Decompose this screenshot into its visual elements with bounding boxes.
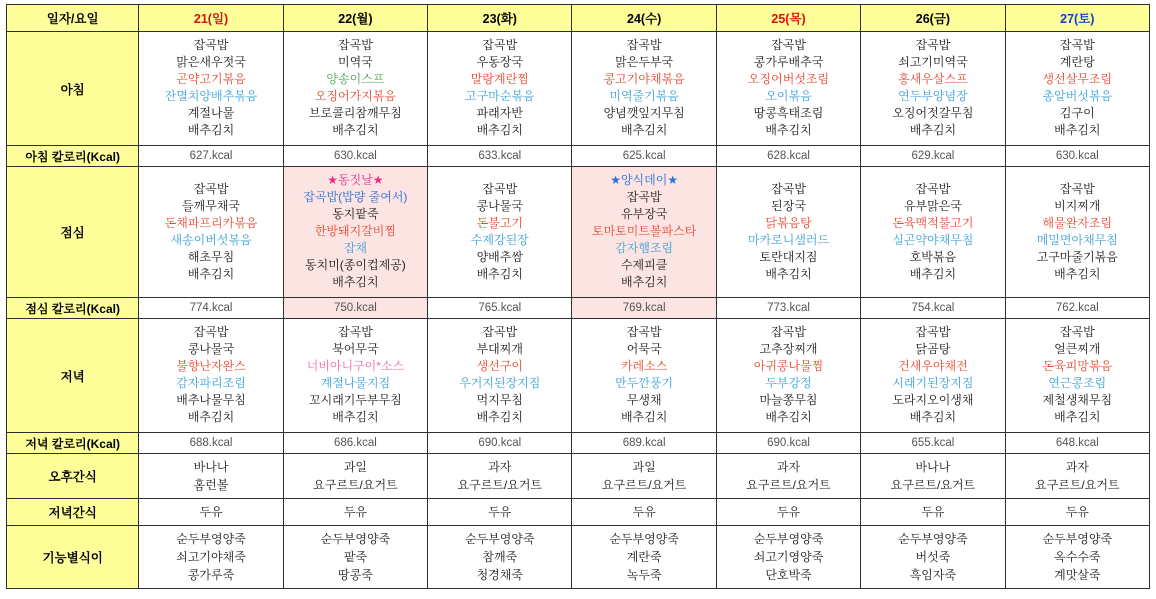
functional-cell-0: [139, 526, 283, 589]
menu-item: 잡곡밥: [482, 325, 518, 339]
kcal-dinner-2: 690.kcal: [428, 433, 572, 454]
menu-item: 배추김치: [909, 123, 957, 137]
table-header-row: [7, 5, 1150, 32]
menu-item: 콩고기야채볶음: [603, 72, 685, 86]
menu-item: 계란죽: [626, 550, 662, 564]
menu-item: 배추김치: [909, 410, 957, 424]
menu-item: 배추김치: [765, 123, 812, 137]
menu-item: 호박볶음: [909, 249, 957, 264]
evening-snack-cell-3: 두유: [572, 499, 716, 526]
menu-item: 얼큰찌개: [1054, 342, 1101, 356]
snack-cell-5: [861, 454, 1005, 499]
header-day-4: 25(목): [716, 5, 860, 32]
menu-item: 먹지무침: [476, 393, 523, 407]
menu-item: 콩나물국: [187, 342, 235, 356]
menu-item: 땅콩흑태조림: [753, 106, 824, 120]
evening-snack-cell-2: 두유: [428, 499, 572, 526]
menu-item: 콩가루배추국: [753, 55, 824, 69]
functional-cell-4: [716, 526, 860, 589]
menu-item: 마늘쫑무침: [759, 393, 818, 407]
snack-cell-4: [716, 454, 860, 499]
evening-snack-cell-4: 두유: [716, 499, 860, 526]
meal-cell-dinner-5: [861, 319, 1005, 433]
menu-item: 순두부영양죽: [1042, 532, 1113, 546]
menu-item: 배추김치: [187, 410, 235, 424]
menu-item: 흑임자죽: [909, 568, 957, 582]
menu-item: 아귀콩나물찜: [753, 359, 824, 373]
meal-cell-dinner-1: [283, 319, 427, 433]
menu-item: 맑은새우젓국: [176, 55, 246, 69]
menu-item: 연근콩조림: [1048, 376, 1107, 390]
kcal-lunch-0: 774.kcal: [139, 298, 283, 319]
menu-item: 배추나물무침: [176, 393, 246, 407]
menu-item: 배추김치: [620, 123, 668, 137]
menu-item: 콩나물국: [476, 198, 523, 213]
kcal-lunch-3: 769.kcal: [572, 298, 716, 319]
meal-cell-breakfast-5: [861, 32, 1005, 146]
menu-item: 계절나물: [187, 106, 235, 120]
menu-item: 닭곰탕: [915, 342, 951, 356]
menu-item: 제철생채무침: [1042, 393, 1113, 407]
meal-cell-lunch-2: [428, 167, 572, 298]
menu-item: 배추김치: [332, 123, 379, 137]
meal-cell-lunch-0: [139, 167, 283, 298]
menu-item: 청경채죽: [476, 568, 523, 582]
kcal-lunch-5: 754.kcal: [861, 298, 1005, 319]
menu-item: 배추김치: [1054, 266, 1101, 281]
functional-cell-2: [428, 526, 572, 589]
header-corner: 일자/요일: [7, 5, 139, 32]
menu-item: 감자파리조림: [176, 376, 246, 390]
menu-item: 참깨죽: [482, 550, 518, 564]
menu-item: 불향난자완스: [176, 359, 246, 373]
menu-item: 오징어가지볶음: [314, 89, 396, 103]
menu-item: 배추김치: [332, 410, 379, 424]
menu-item: 계란탕: [1059, 55, 1095, 69]
row-label-evening-snack: 저녁간식: [7, 499, 139, 526]
snack-cell-6: [1005, 454, 1149, 499]
snack-cell-2: [428, 454, 572, 499]
functional-cell-6: [1005, 526, 1149, 589]
snack-cell-0: [139, 454, 283, 499]
menu-item: 비지찌개: [1054, 198, 1101, 213]
kcal-breakfast-0: 627.kcal: [139, 146, 283, 167]
menu-item: 오징어버섯조림: [747, 72, 830, 86]
menu-item: 너비아니구이*소스: [306, 359, 405, 373]
menu-item: 메밀면아채무침: [1036, 232, 1118, 247]
menu-item: ★동짓날★: [327, 173, 384, 187]
menu-item: 잡곡밥: [1059, 181, 1095, 196]
header-day-1: 22(월): [283, 5, 427, 32]
meal-cell-lunch-5: [861, 167, 1005, 298]
menu-item: 땅콩죽: [338, 568, 373, 582]
menu-item: 미역줄기볶음: [609, 89, 679, 103]
meal-cell-breakfast-1: [283, 32, 427, 146]
menu-item: 부대찌개: [476, 342, 523, 356]
evening-snack-cell-0: 두유: [139, 499, 283, 526]
kcal-dinner-4: 690.kcal: [716, 433, 860, 454]
menu-item: 시래기된장지짐: [892, 376, 974, 390]
menu-item: 배추김치: [765, 266, 812, 281]
menu-item: 브로콜리참깨무침: [309, 106, 402, 120]
menu-item: 잡곡밥: [482, 38, 518, 52]
menu-item: 과자: [776, 460, 801, 474]
menu-item: 생선구이: [476, 359, 523, 373]
menu-item: 콩가루죽: [187, 568, 235, 582]
menu-item: 고구마줄기볶음: [1036, 249, 1118, 264]
menu-item: 배추김치: [476, 123, 523, 137]
kcal-breakfast-1: 630.kcal: [283, 146, 427, 167]
menu-item: 꼬시래기두부무침: [309, 393, 402, 407]
evening-snack-cell-6: 두유: [1005, 499, 1149, 526]
menu-item: 잡곡밥: [626, 190, 662, 204]
kcal-lunch-4: 773.kcal: [716, 298, 860, 319]
menu-item: 파래자반: [476, 106, 523, 120]
menu-item: 토마토미트볼파스타: [591, 224, 697, 238]
menu-item: 녹두죽: [626, 568, 662, 582]
menu-item: 배추김치: [187, 266, 235, 281]
menu-item: 오징어젓갈무침: [892, 106, 974, 120]
menu-item: 쇠고기야채죽: [176, 550, 246, 564]
row-label-breakfast-kcal: 아침 칼로리(Kcal): [7, 146, 139, 167]
menu-item: 들깨무채국: [182, 198, 241, 213]
header-day-6: 27(토): [1005, 5, 1149, 32]
menu-item: 고추장찌개: [759, 342, 818, 356]
menu-item: 양송이스프: [326, 72, 385, 86]
menu-item: 홍새우살스프: [898, 72, 968, 86]
meal-cell-breakfast-2: [428, 32, 572, 146]
breakfast-kcal-row: [7, 146, 1150, 167]
menu-item: 고구마순볶음: [465, 89, 535, 103]
menu-item: 만두깐풍기: [615, 376, 674, 390]
menu-item: 총알버섯볶음: [1042, 89, 1113, 103]
menu-item: 새송이버섯볶음: [170, 232, 252, 247]
menu-item: 잡곡밥: [193, 38, 229, 52]
menu-item: 순두부영양죽: [753, 532, 824, 546]
menu-item: 배추김치: [476, 266, 523, 281]
menu-item: 북어무국: [332, 342, 379, 356]
menu-item: 쇠고기영양죽: [753, 550, 824, 564]
menu-item: 수제강된장: [470, 232, 529, 247]
menu-item: 잡곡밥: [193, 325, 229, 339]
menu-item: 순두부영양죽: [176, 532, 246, 546]
menu-item: 버섯죽: [915, 550, 951, 564]
menu-item: 동지팥죽: [332, 207, 379, 221]
menu-item: 배추김치: [1054, 410, 1101, 424]
menu-item: 말랑계란찜: [470, 72, 529, 86]
kcal-breakfast-5: 629.kcal: [861, 146, 1005, 167]
afternoon-snack-row: [7, 454, 1150, 499]
menu-item: 동치미(종이컵제공): [305, 258, 406, 272]
menu-item: 단호박죽: [765, 568, 812, 582]
menu-item: 실곤약야채무침: [892, 232, 974, 247]
menu-item: 배추김치: [909, 266, 957, 281]
kcal-lunch-2: 765.kcal: [428, 298, 572, 319]
menu-item: 요구르트/요거트: [890, 478, 976, 492]
menu-item: 과일: [632, 460, 656, 474]
menu-item: 잡곡밥(밥량 줄여서): [303, 190, 408, 204]
menu-item: 요구르트/요거트: [1035, 478, 1120, 492]
menu-item: 잡곡밥: [338, 38, 373, 52]
menu-item: 잡곡밥: [1059, 38, 1095, 52]
evening-snack-row: [7, 499, 1150, 526]
menu-item: 유부맑은국: [903, 198, 962, 213]
menu-item: 과자: [488, 460, 512, 474]
menu-item: 배추김치: [332, 275, 379, 289]
menu-item: 잡곡밥: [771, 181, 806, 196]
menu-item: 배추김치: [620, 410, 668, 424]
menu-item: 바나나: [193, 460, 229, 474]
header-day-2: 23(화): [428, 5, 572, 32]
menu-item: 과자: [1065, 460, 1089, 474]
meal-cell-lunch-3: [572, 167, 716, 298]
menu-item: 수제피클: [620, 258, 668, 272]
meal-cell-lunch-6: [1005, 167, 1149, 298]
row-label-lunch: 점심: [7, 167, 139, 298]
menu-item: 계절나물지짐: [320, 376, 391, 390]
menu-item: 배추김치: [1054, 123, 1101, 137]
lunch-row: [7, 167, 1150, 298]
menu-item: 미역국: [338, 55, 373, 69]
kcal-lunch-1: 750.kcal: [283, 298, 427, 319]
menu-item: 과일: [343, 460, 367, 474]
evening-snack-cell-1: 두유: [283, 499, 427, 526]
menu-item: 팥죽: [343, 550, 367, 564]
menu-item: 옥수수죽: [1054, 550, 1101, 564]
menu-item: 양념깻잎지무침: [603, 106, 685, 120]
menu-item: 유부장국: [620, 207, 668, 221]
menu-item: 돈불고기: [476, 215, 523, 230]
menu-item: 우거지된장지짐: [459, 376, 541, 390]
menu-item: 계맛살죽: [1054, 568, 1101, 582]
header-day-0: 21(일): [139, 5, 283, 32]
menu-item: 순두부영양죽: [609, 532, 679, 546]
kcal-lunch-6: 762.kcal: [1005, 298, 1149, 319]
kcal-breakfast-3: 625.kcal: [572, 146, 716, 167]
meal-cell-lunch-1: [283, 167, 427, 298]
menu-item: 카레소스: [620, 359, 668, 373]
menu-item: 배추김치: [187, 123, 235, 137]
row-label-dinner: 저녁: [7, 319, 139, 433]
menu-item: 된장국: [771, 198, 806, 213]
menu-item: 잡곡밥: [626, 38, 662, 52]
kcal-breakfast-2: 633.kcal: [428, 146, 572, 167]
weekly-meal-table: [6, 4, 1150, 589]
menu-item: 연두부양념장: [898, 89, 968, 103]
meal-cell-breakfast-0: [139, 32, 283, 146]
menu-item: 생선살무조림: [1042, 72, 1113, 86]
snack-cell-3: [572, 454, 716, 499]
kcal-dinner-3: 689.kcal: [572, 433, 716, 454]
menu-item: 쇠고기미역국: [898, 55, 968, 69]
dinner-row: [7, 319, 1150, 433]
menu-item: 어묵국: [626, 342, 662, 356]
menu-item: 배추김치: [476, 410, 523, 424]
kcal-dinner-1: 686.kcal: [283, 433, 427, 454]
menu-item: 잡곡밥: [915, 38, 951, 52]
menu-item: 한방돼지갈비찜: [314, 224, 396, 238]
menu-item: 잡곡밥: [338, 325, 373, 339]
kcal-breakfast-6: 630.kcal: [1005, 146, 1149, 167]
menu-item: 돈육피망볶음: [1042, 359, 1113, 373]
menu-item: 요구르트/요거트: [457, 478, 543, 492]
menu-item: 잡곡밥: [771, 325, 806, 339]
menu-item: 우동장국: [476, 55, 523, 69]
menu-item: 요구르트/요거트: [746, 478, 831, 492]
menu-item: 홈런볼: [193, 478, 229, 492]
header-day-5: 26(금): [861, 5, 1005, 32]
meal-cell-dinner-2: [428, 319, 572, 433]
menu-item: 곤약고기볶음: [176, 72, 246, 86]
meal-cell-lunch-4: [716, 167, 860, 298]
menu-item: 잡곡밥: [915, 325, 951, 339]
menu-item: 배추김치: [765, 410, 812, 424]
menu-item: 잡곡밥: [771, 38, 806, 52]
menu-item: 해물완자조림: [1042, 215, 1113, 230]
menu-item: 잔멸치양배추볶음: [164, 89, 258, 103]
lunch-kcal-row: [7, 298, 1150, 319]
menu-item: 잡채: [343, 241, 367, 255]
menu-item: 잡곡밥: [193, 181, 229, 196]
menu-item: 건새우야채전: [898, 359, 968, 373]
menu-item: 요구르트/요거트: [601, 478, 687, 492]
menu-item: 배추김치: [620, 275, 668, 289]
menu-item: 양배추쌈: [476, 249, 523, 264]
menu-item: 두부강정: [765, 376, 812, 390]
menu-item: 순두부영양죽: [320, 532, 391, 546]
kcal-dinner-0: 688.kcal: [139, 433, 283, 454]
functional-cell-3: [572, 526, 716, 589]
menu-item: 토란대지짐: [759, 249, 818, 264]
row-label-dinner-kcal: 저녁 칼로리(Kcal): [7, 433, 139, 454]
meal-cell-dinner-4: [716, 319, 860, 433]
menu-item: 해초무침: [187, 249, 235, 264]
row-label-lunch-kcal: 점심 칼로리(Kcal): [7, 298, 139, 319]
menu-item: 무생채: [626, 393, 662, 407]
menu-item: 돈육맥적불고기: [892, 215, 974, 230]
menu-item: 바나나: [915, 460, 951, 474]
menu-item: 잡곡밥: [1059, 325, 1095, 339]
menu-item: ★양식데이★: [610, 173, 679, 187]
menu-item: 감자햄조림: [615, 241, 674, 255]
breakfast-row: [7, 32, 1150, 146]
menu-item: 오이볶음: [765, 89, 812, 103]
menu-item: 잡곡밥: [915, 181, 951, 196]
evening-snack-cell-5: 두유: [861, 499, 1005, 526]
menu-item: 돈채파프리카볶음: [164, 215, 258, 230]
functional-diet-row: [7, 526, 1150, 589]
header-day-3: 24(수): [572, 5, 716, 32]
kcal-dinner-6: 648.kcal: [1005, 433, 1149, 454]
menu-item: 순두부영양죽: [898, 532, 968, 546]
functional-cell-1: [283, 526, 427, 589]
menu-item: 요구르트/요거트: [313, 478, 398, 492]
menu-item: 마카로니샐러드: [747, 232, 830, 247]
kcal-dinner-5: 655.kcal: [861, 433, 1005, 454]
dinner-kcal-row: [7, 433, 1150, 454]
meal-cell-breakfast-6: [1005, 32, 1149, 146]
menu-item: 잡곡밥: [626, 325, 662, 339]
menu-item: 닭볶음탕: [765, 215, 812, 230]
menu-item: 맑은두부국: [615, 55, 674, 69]
meal-cell-breakfast-4: [716, 32, 860, 146]
kcal-breakfast-4: 628.kcal: [716, 146, 860, 167]
meal-cell-dinner-0: [139, 319, 283, 433]
snack-cell-1: [283, 454, 427, 499]
menu-item: 순두부영양죽: [465, 532, 535, 546]
meal-cell-breakfast-3: [572, 32, 716, 146]
meal-cell-dinner-6: [1005, 319, 1149, 433]
functional-cell-5: [861, 526, 1005, 589]
menu-item: 도라지오이생채: [892, 393, 974, 407]
menu-item: 김구이: [1059, 106, 1095, 120]
row-label-afternoon-snack: 오후간식: [7, 454, 139, 499]
row-label-breakfast: 아침: [7, 32, 139, 146]
row-label-functional: 기능별식이: [7, 526, 139, 589]
meal-cell-dinner-3: [572, 319, 716, 433]
menu-item: 잡곡밥: [482, 181, 518, 196]
